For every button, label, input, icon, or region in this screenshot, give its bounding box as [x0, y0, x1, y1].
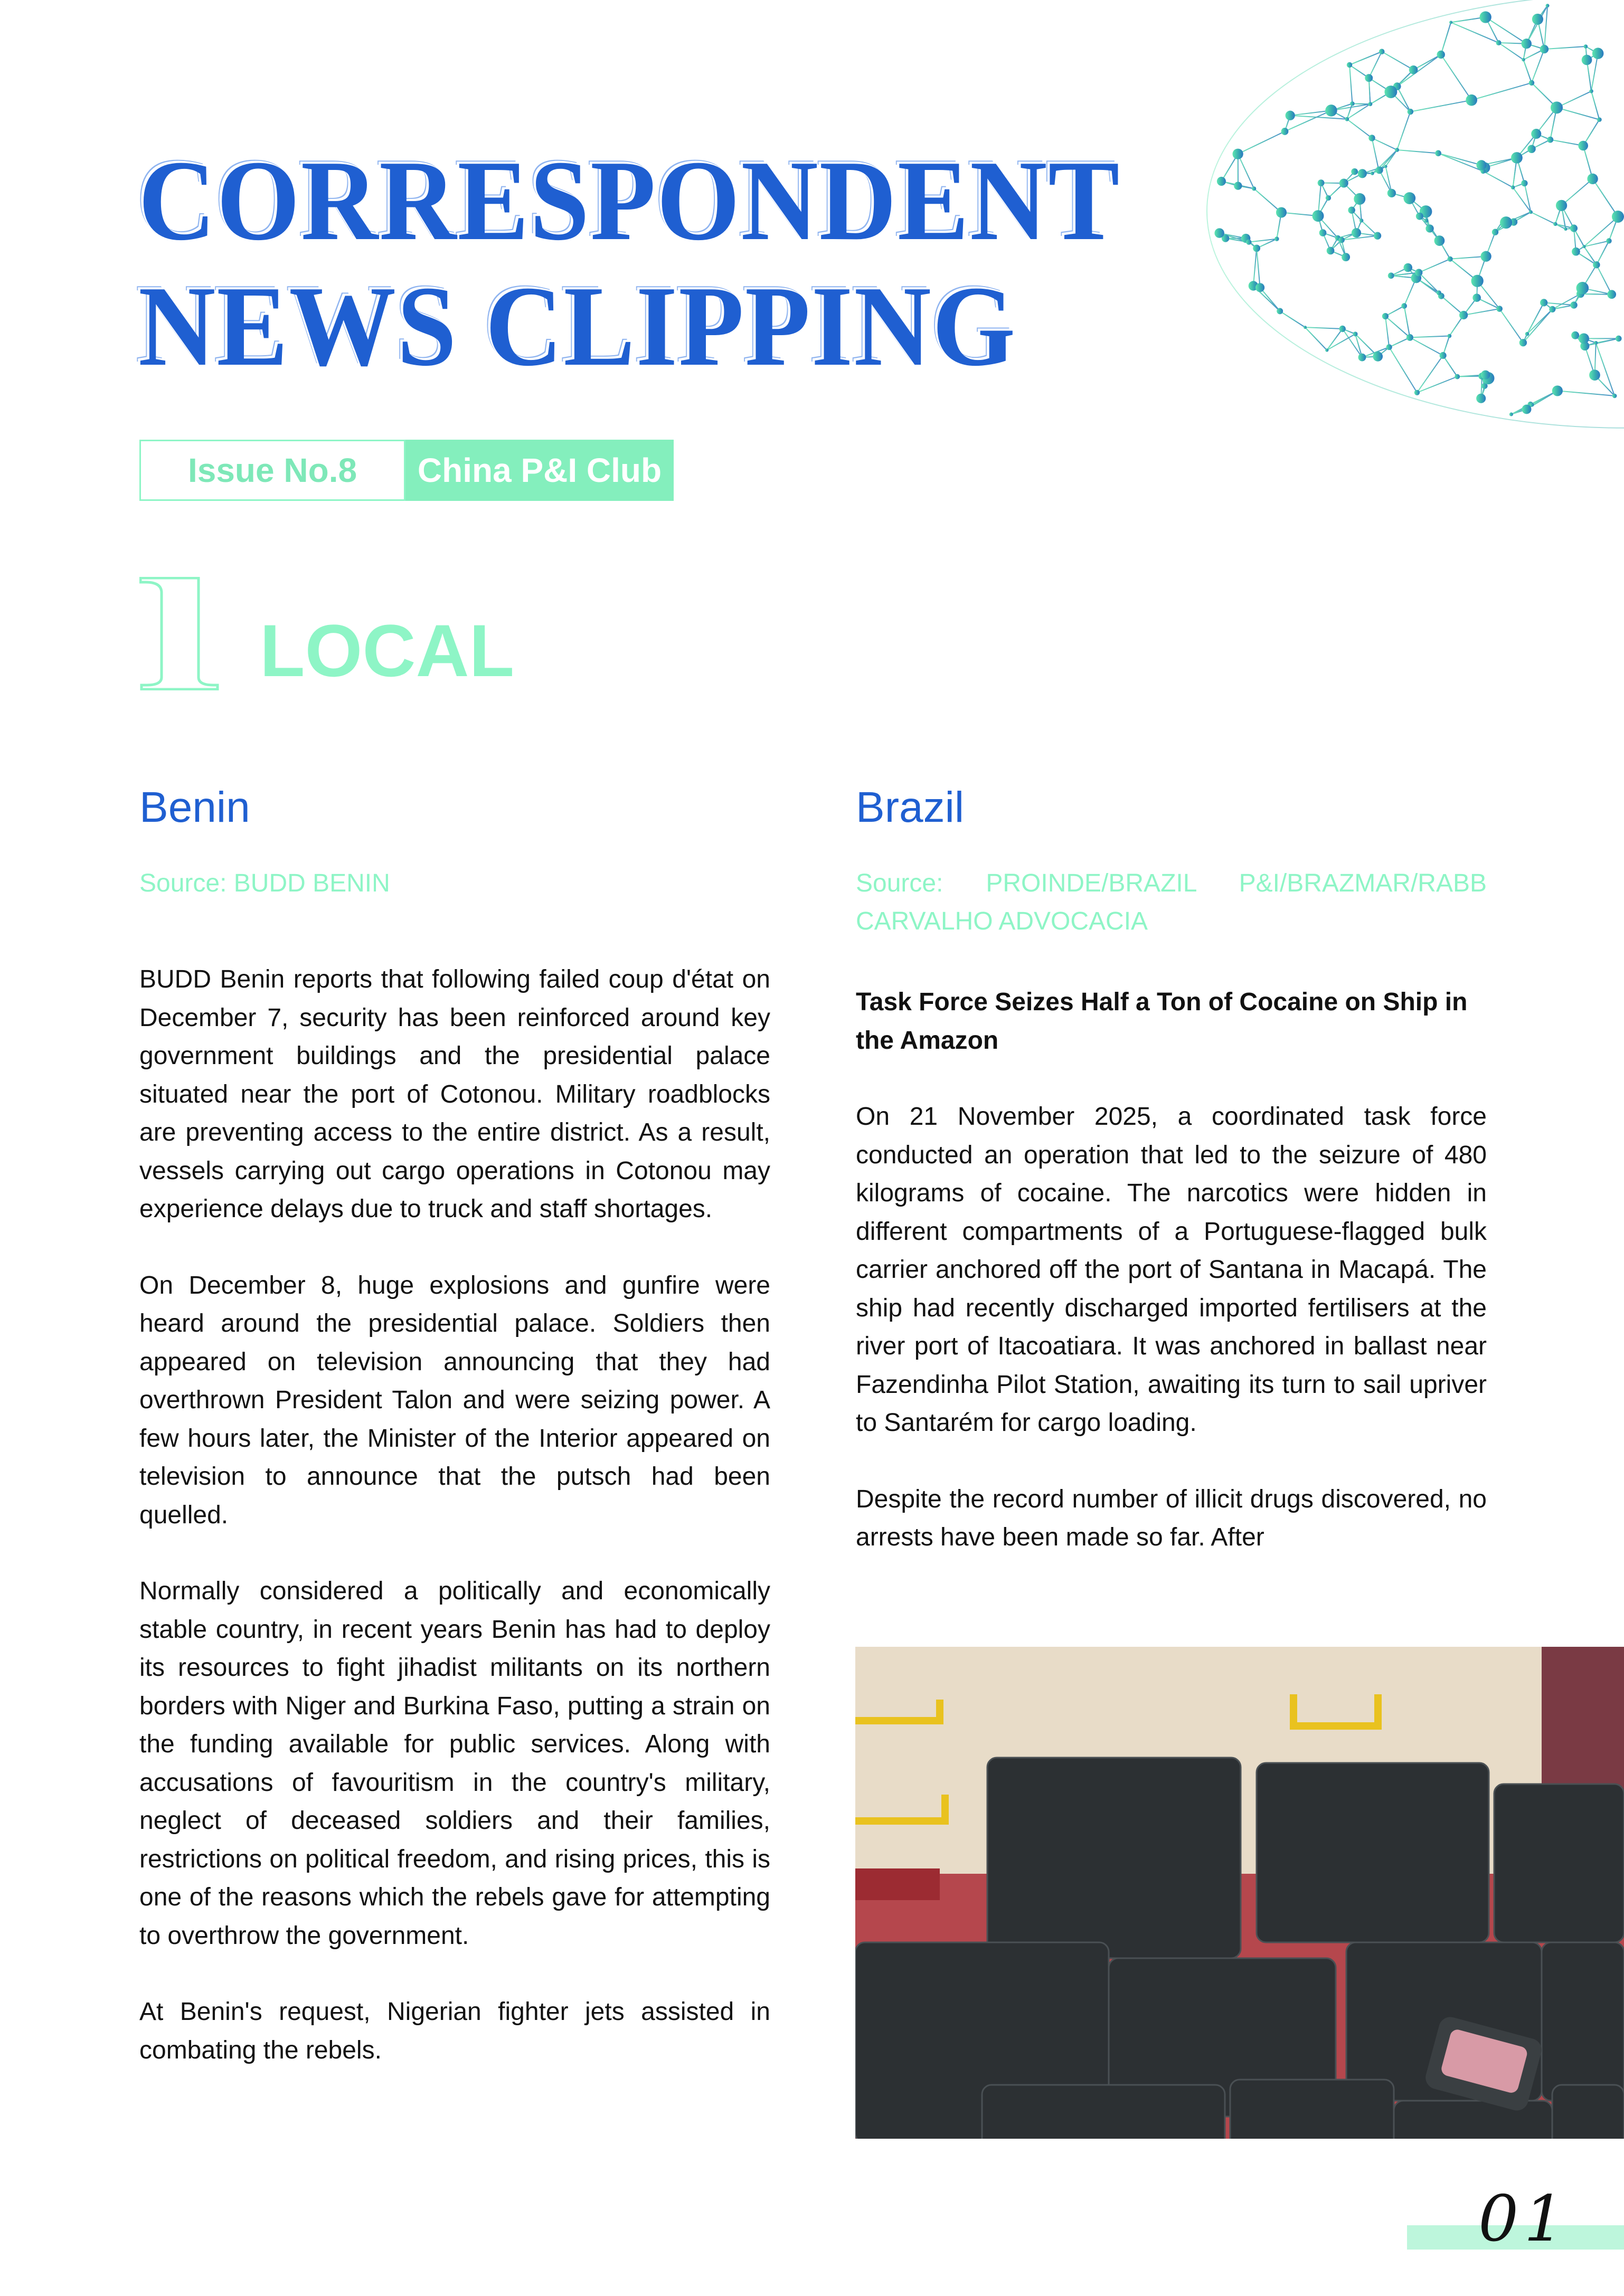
- globe-link: [1499, 309, 1523, 343]
- globe-node: [1597, 117, 1602, 122]
- globe-node: [1246, 239, 1251, 244]
- globe-link: [1499, 43, 1524, 60]
- globe-link: [1443, 355, 1457, 376]
- globe-node: [1338, 237, 1344, 243]
- globe-link: [1596, 343, 1614, 396]
- globe-node: [1415, 269, 1422, 276]
- globe-node: [1233, 149, 1243, 159]
- article-benin: [139, 781, 770, 2070]
- globe-outline: [1207, 0, 1624, 428]
- globe-node: [1552, 385, 1563, 396]
- network-globe-graphic: [1198, 0, 1624, 654]
- globe-link: [1580, 294, 1611, 295]
- globe-link: [1591, 53, 1598, 91]
- article-brazil: [856, 781, 1487, 1557]
- globe-link: [1441, 296, 1464, 315]
- globe-node: [1532, 14, 1543, 25]
- globe-node: [1571, 331, 1579, 339]
- globe-link: [1372, 138, 1397, 150]
- globe-link: [1557, 108, 1600, 120]
- globe-node: [1401, 303, 1407, 309]
- article-source: Source: BUDD BENIN: [139, 869, 390, 897]
- globe-node: [1522, 58, 1525, 62]
- globe-node: [1365, 74, 1373, 82]
- globe-link: [1544, 46, 1585, 49]
- globe-node: [1582, 245, 1585, 248]
- section-title: LOCAL: [260, 609, 515, 692]
- globe-node: [1253, 245, 1260, 252]
- article-source: Source: PROINDE/BRAZIL P&I/BRAZMAR/RABB CARVALHO ADVOCACIA: [856, 869, 1487, 935]
- globe-node: [1612, 211, 1624, 223]
- globe-node: [1525, 332, 1529, 336]
- globe-node: [1408, 109, 1413, 115]
- globe-node: [1409, 65, 1418, 74]
- globe-node: [1496, 306, 1503, 312]
- globe-node: [1425, 224, 1433, 232]
- globe-node: [1350, 101, 1355, 106]
- globe-node: [1519, 339, 1527, 346]
- globe-link: [1385, 316, 1389, 347]
- globe-node: [1379, 49, 1385, 54]
- globe-link: [1527, 309, 1552, 334]
- globe-node: [1606, 238, 1611, 243]
- globe-node: [1348, 206, 1355, 214]
- globe-link: [1389, 337, 1410, 347]
- globe-node: [1371, 172, 1374, 175]
- globe-node: [1358, 354, 1366, 362]
- globe-node: [1496, 40, 1502, 45]
- globe-node: [1455, 374, 1460, 379]
- article-country: Benin: [139, 783, 250, 831]
- globe-node: [1277, 308, 1283, 314]
- globe-link: [1441, 54, 1471, 100]
- globe-node: [1480, 251, 1491, 262]
- globe-node: [1476, 160, 1486, 170]
- issue-number: Issue No.8: [139, 440, 405, 501]
- globe-node: [1376, 166, 1383, 174]
- globe-node: [1374, 232, 1381, 240]
- globe-link: [1397, 54, 1441, 86]
- globe-node: [1481, 371, 1490, 379]
- title-line-1: CORRESPONDENT: [138, 137, 1121, 264]
- globe-node: [1546, 4, 1550, 7]
- globe-node: [1347, 62, 1352, 68]
- globe-node: [1551, 101, 1563, 113]
- globe-node: [1540, 299, 1547, 306]
- globe-node: [1522, 404, 1532, 414]
- globe-node: [1325, 105, 1337, 116]
- globe-node: [1584, 44, 1588, 49]
- globe-node: [1570, 224, 1578, 232]
- globe-node: [1403, 263, 1412, 272]
- globe-node: [1354, 193, 1365, 205]
- globe-node: [1440, 352, 1447, 359]
- globe-link: [1550, 140, 1583, 146]
- globe-link: [1260, 288, 1280, 311]
- globe-node: [1384, 86, 1397, 98]
- globe-node: [1511, 152, 1523, 164]
- globe-link: [1523, 60, 1532, 83]
- globe-node: [1281, 128, 1289, 135]
- article-paragraph: On 21 November 2025, a coordinated task force conducted an operation that led to the seizure of 480 kilograms of cocaine. The narcotics were hidden in different compartments of a Portuguese-flagged bulk carrier anchored off the port of Santana in Macapá. The ship had recently discharged imported fertilisers at the river port of Itacoatiara. It was anchored in ballast near Fazendinha Pilot Station, awaiting its turn to sail upriver to Santarém for cargo loading.: [856, 1103, 1487, 1437]
- globe-link: [1410, 337, 1443, 355]
- globe-link: [1397, 87, 1410, 112]
- globe-node: [1395, 148, 1399, 152]
- article-country: Brazil: [856, 783, 965, 831]
- globe-node: [1403, 192, 1415, 204]
- globe-node: [1549, 306, 1555, 312]
- globe-node: [1594, 341, 1598, 345]
- globe-node: [1326, 195, 1331, 201]
- globe-node: [1593, 261, 1600, 268]
- globe-link: [1352, 103, 1370, 104]
- globe-link: [1238, 131, 1285, 154]
- globe-link: [1253, 248, 1257, 286]
- globe-node: [1406, 334, 1413, 341]
- globe-link: [1483, 171, 1513, 187]
- globe-node: [1529, 210, 1533, 214]
- globe-node: [1471, 275, 1484, 287]
- globe-node: [1511, 185, 1515, 189]
- globe-node: [1527, 145, 1536, 153]
- globe-link: [1382, 52, 1413, 70]
- globe-node: [1274, 236, 1279, 241]
- globe-node: [1572, 248, 1580, 256]
- globe-link: [1389, 347, 1417, 393]
- title-line-2: NEWS CLIPPING: [138, 263, 1017, 390]
- globe-link: [1410, 100, 1471, 112]
- globe-link: [1544, 302, 1574, 305]
- article-paragraph: At Benin's request, Nigerian fighter jets assisted in combating the rebels.: [139, 1998, 770, 2064]
- globe-link: [1471, 83, 1532, 100]
- globe-node: [1531, 129, 1541, 139]
- globe-node: [1352, 228, 1361, 238]
- globe-node: [1234, 182, 1242, 189]
- globe-node: [1540, 45, 1549, 53]
- globe-link: [1372, 138, 1378, 168]
- globe-link: [1438, 153, 1483, 171]
- globe-node: [1448, 257, 1453, 262]
- globe-node: [1351, 168, 1358, 175]
- globe-node: [1387, 189, 1396, 197]
- globe-node: [1447, 334, 1451, 338]
- globe-link: [1591, 91, 1599, 120]
- globe-node: [1530, 403, 1534, 407]
- article-paragraph: On December 8, huge explosions and gunfire were heard around the presidential palace. Soldiers then appeared on television announcing that they had overthrown President Talon and were seizing power. A few hours later, the Minister of the Interior appeared on television to announce that the putsch had been quelled.: [139, 1271, 770, 1529]
- globe-node: [1480, 11, 1491, 23]
- globe-link: [1280, 311, 1305, 327]
- globe-node: [1592, 48, 1604, 59]
- globe-link: [1438, 153, 1481, 165]
- article-paragraph: Despite the record number of illicit drugs discovered, no arrests have been made so far. After: [856, 1485, 1487, 1551]
- globe-link: [1544, 6, 1547, 49]
- globe-link: [1451, 22, 1498, 43]
- globe-node: [1373, 352, 1383, 362]
- globe-node: [1509, 412, 1513, 416]
- globe-node: [1286, 111, 1295, 120]
- globe-link: [1305, 327, 1327, 350]
- globe-link: [1441, 22, 1451, 54]
- issue-badge: [139, 440, 674, 501]
- globe-node: [1342, 253, 1350, 261]
- globe-node: [1384, 165, 1387, 168]
- globe-node: [1589, 369, 1600, 381]
- seized-cocaine-packages-photo: [855, 1647, 1624, 2139]
- globe-node: [1578, 141, 1588, 151]
- globe-node: [1414, 390, 1420, 395]
- globe-node: [1500, 216, 1512, 229]
- globe-node: [1304, 326, 1307, 329]
- article-paragraph: BUDD Benin reports that following failed coup d'état on December 7, security has been reinforced around key government buildings and the presidential palace situated near the port of Cotonou. Military roadblocks are preventing access to the entire district. As a result, vessels carrying out cargo operations in Cotonou may experience delays due to truck and staff shortages.: [139, 965, 770, 1223]
- globe-link: [1531, 212, 1555, 224]
- globe-link: [1347, 119, 1372, 138]
- globe-link: [1597, 241, 1609, 264]
- globe-node: [1570, 301, 1577, 308]
- globe-node: [1459, 311, 1468, 319]
- globe-link: [1557, 391, 1614, 396]
- globe-link: [1305, 327, 1343, 329]
- globe-node: [1576, 282, 1589, 295]
- globe-node: [1214, 228, 1224, 238]
- globe-node: [1339, 178, 1348, 187]
- globe-node: [1607, 290, 1616, 299]
- globe-node: [1327, 247, 1335, 255]
- page-title: [138, 138, 1120, 390]
- globe-link: [1410, 336, 1449, 338]
- globe-link: [1562, 179, 1593, 205]
- globe-link: [1419, 259, 1450, 273]
- globe-link: [1450, 257, 1486, 259]
- globe-node: [1564, 227, 1567, 231]
- globe-node: [1359, 219, 1363, 222]
- globe-node: [1589, 89, 1593, 93]
- globe-node: [1416, 213, 1423, 220]
- globe-node: [1313, 210, 1324, 222]
- globe-node: [1587, 174, 1598, 184]
- globe-node: [1612, 394, 1617, 399]
- globe-link: [1597, 265, 1612, 295]
- globe-node: [1529, 80, 1535, 86]
- globe-node: [1449, 21, 1452, 24]
- globe-link: [1254, 188, 1281, 212]
- globe-node: [1466, 94, 1477, 106]
- globe-link: [1327, 329, 1342, 350]
- section-numeral-one-icon: [139, 577, 224, 690]
- globe-link: [1349, 65, 1352, 103]
- globe-node: [1368, 102, 1372, 106]
- globe-link: [1349, 52, 1382, 65]
- globe-node: [1319, 229, 1327, 236]
- globe-node: [1386, 344, 1392, 350]
- page-number: 01: [1478, 2183, 1570, 2256]
- globe-node: [1388, 272, 1394, 279]
- globe-node: [1472, 293, 1481, 302]
- globe-node: [1217, 177, 1226, 186]
- globe-link: [1369, 52, 1382, 78]
- globe-node: [1382, 313, 1389, 319]
- globe-node: [1318, 179, 1325, 186]
- globe-node: [1553, 222, 1557, 226]
- globe-link: [1464, 309, 1499, 315]
- globe-node: [1616, 336, 1622, 342]
- globe-node: [1556, 200, 1567, 211]
- globe-node: [1368, 135, 1375, 141]
- globe-node: [1424, 219, 1429, 223]
- globe-node: [1476, 394, 1486, 403]
- article-paragraph: Normally considered a politically and economically stable country, in recent years Benin has had to deploy its resources to fight jihadist militants on its northern borders with Niger and Burkina Faso, putting a strain on the funding available for public services. Along with accusations of favouritism in the country's military, neglect of deceased soldiers and their families, restrictions on political freedom, and rising prices, this is one of the reasons which the rebels gave for attempting to overthrow the government.: [139, 1577, 770, 1950]
- globe-node: [1353, 331, 1358, 336]
- globe-link: [1413, 54, 1441, 70]
- globe-link: [1397, 112, 1410, 150]
- globe-node: [1276, 207, 1287, 217]
- globe-node: [1579, 333, 1589, 344]
- globe-node: [1358, 169, 1367, 178]
- globe-node: [1435, 150, 1441, 157]
- globe-node: [1345, 117, 1349, 121]
- globe-node: [1339, 326, 1346, 332]
- globe-node: [1255, 283, 1264, 292]
- globe-node: [1522, 39, 1532, 49]
- globe-node: [1492, 229, 1498, 235]
- globe-node: [1547, 137, 1553, 143]
- globe-node: [1252, 186, 1256, 191]
- globe-node: [1437, 290, 1441, 295]
- globe-node: [1325, 348, 1328, 352]
- globe-node: [1521, 180, 1527, 186]
- globe-link: [1257, 248, 1260, 287]
- globe-link: [1593, 179, 1618, 217]
- article-headline: Task Force Seizes Half a Ton of Cocaine on Ship in the Amazon: [856, 988, 1468, 1055]
- globe-node: [1582, 55, 1592, 65]
- globe-link: [1397, 150, 1438, 153]
- publisher-label: China P&I Club: [405, 440, 674, 501]
- globe-node: [1437, 51, 1445, 59]
- globe-node: [1434, 235, 1445, 246]
